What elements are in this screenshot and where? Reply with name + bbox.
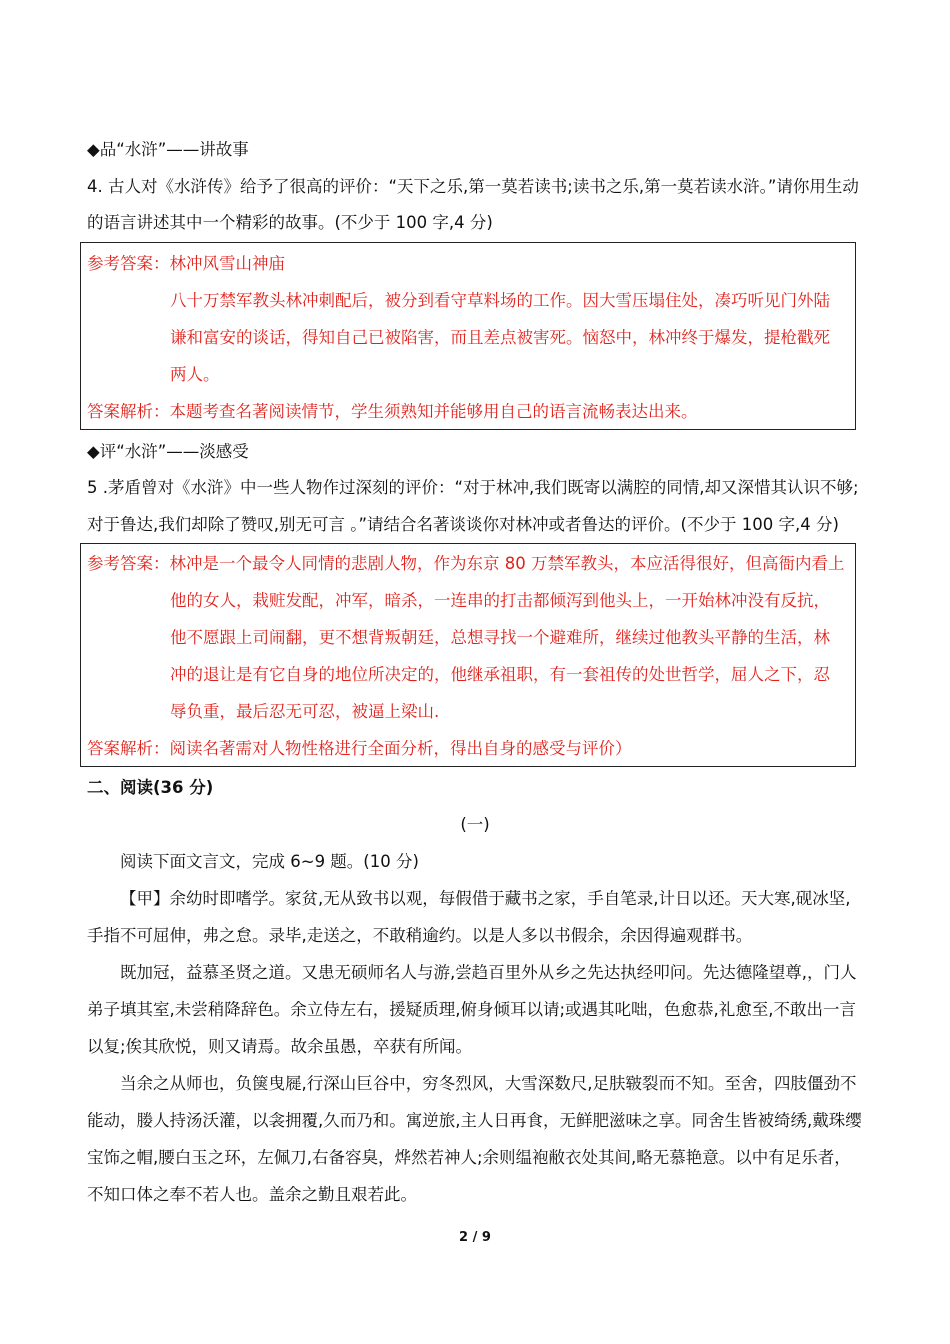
passage-line: 弟子填其室,未尝稍降辞色。余立侍左右，援疑质理,俯身倾耳以请;或遇其叱咄，色愈恭,礼愈至,不敢出一言 bbox=[87, 1000, 857, 1019]
reading-heading: 二、阅读(36 分) bbox=[87, 778, 214, 797]
answer-line: 他的女人，栽赃发配，冲军，暗杀，一连串的打击都倾泻到他头上，一开始林冲没有反抗， bbox=[170, 591, 830, 610]
page-number: 2 / 9 bbox=[459, 1230, 491, 1245]
answer-line-first: 参考答案：林冲是一个最令人同情的悲剧人物，作为东京 80 万禁军教头，本应活得很好，但高衙内看上 bbox=[87, 554, 845, 573]
answer-line: 两人。 bbox=[170, 365, 220, 384]
question-4-line-2: 的语言讲述其中一个精彩的故事。(不少于 100 字,4 分) bbox=[87, 213, 493, 232]
passage-line: 【甲】余幼时即嗜学。家贫,无从致书以观，每假借于藏书之家，手自笔录,计日以还。天大寒,砚冰坚, bbox=[120, 889, 851, 908]
answer-line: 谦和富安的谈话，得知自己已被陷害，而且差点被害死。恼怒中，林冲终于爆发，提枪戳死 bbox=[170, 328, 830, 347]
question-5-line-1: 5 .茅盾曾对《水浒》中一些人物作过深刻的评价：“对于林冲,我们既寄以满腔的同情,却又深惜其认识不够; bbox=[87, 478, 859, 497]
passage-line: 手指不可屈伸，弗之怠。录毕,走送之，不敢稍逾约。以是人多以书假余，余因得遍观群书。 bbox=[87, 926, 753, 945]
answer-line: 八十万禁军教头林冲刺配后，被分到看守草料场的工作。因大雪压塌住处，凑巧听见门外陆 bbox=[170, 291, 830, 310]
passage-line: 既加冠，益慕圣贤之道。又患无硕师名人与游,尝趋百里外从乡之先达执经叩问。先达德隆望尊,，门人 bbox=[120, 963, 857, 982]
answer-label-q4 bbox=[87, 253, 285, 275]
answer-line: 辱负重，最后忍无可忍，被逼上梁山. bbox=[170, 702, 440, 721]
answer-line: 冲的退让是有它自身的地位所决定的，他继承祖职，有一套祖传的处世哲学，屈人之下，忍 bbox=[170, 665, 830, 684]
passage-line: 以复;俟其欣悦，则又请焉。故余虽愚，卒获有所闻。 bbox=[87, 1037, 473, 1056]
section-heading-feeling: ◆评“水浒”——淡感受 bbox=[87, 442, 249, 461]
passage-line: 能动，媵人持汤沃灌，以衾拥覆,久而乃和。寓逆旅,主人日再食，无鲜肥滋味之享。同舍生皆被绮绣,戴珠缨 bbox=[87, 1111, 862, 1130]
section-heading-story: ◆品“水浒”——讲故事 bbox=[87, 140, 249, 159]
passage-line: 当余之从师也，负箧曳屣,行深山巨谷中，穷冬烈风，大雪深数尺,足肤皲裂而不知。至舍，四肢僵劲不 bbox=[120, 1074, 857, 1093]
answer-analysis-q5: 答案解析：阅读名著需对人物性格进行全面分析，得出自身的感受与评价） bbox=[87, 739, 632, 758]
question-5-line-2: 对于鲁达,我们却除了赞叹,别无可言 。”请结合名著谈谈你对林冲或者鲁达的评价。(不少于 100 字,4 分) bbox=[87, 515, 839, 534]
passage-line: 不知口体之奉不若人也。盖余之勤且艰若此。 bbox=[87, 1185, 417, 1204]
answer-line: 他不愿跟上司闹翻，更不想背叛朝廷，总想寻找一个避难所，继续过他教头平静的生活，林 bbox=[170, 628, 830, 647]
reading-instruction: 阅读下面文言文，完成 6~9 题。(10 分) bbox=[120, 852, 419, 871]
answer-title: 林冲风雪山神庙 bbox=[169, 254, 285, 273]
answer-box-q5 bbox=[80, 543, 856, 767]
answer-label: 参考答案： bbox=[87, 254, 170, 273]
passage-line: 宝饰之帽,腰白玉之环，左佩刀,右备容臭，烨然若神人;余则缊袍敝衣处其间,略无慕艳意。以中有足乐者， bbox=[87, 1148, 851, 1167]
reading-part-number: (一) bbox=[460, 815, 490, 834]
question-4-line-1: 4. 古人对《水浒传》给予了很高的评价：“天下之乐,第一莫若读书;读书之乐,第一莫若读水浒。”请你用生动 bbox=[87, 177, 859, 196]
answer-analysis-q4: 答案解析：本题考查名著阅读情节，学生须熟知并能够用自己的语言流畅表达出来。 bbox=[87, 402, 698, 421]
